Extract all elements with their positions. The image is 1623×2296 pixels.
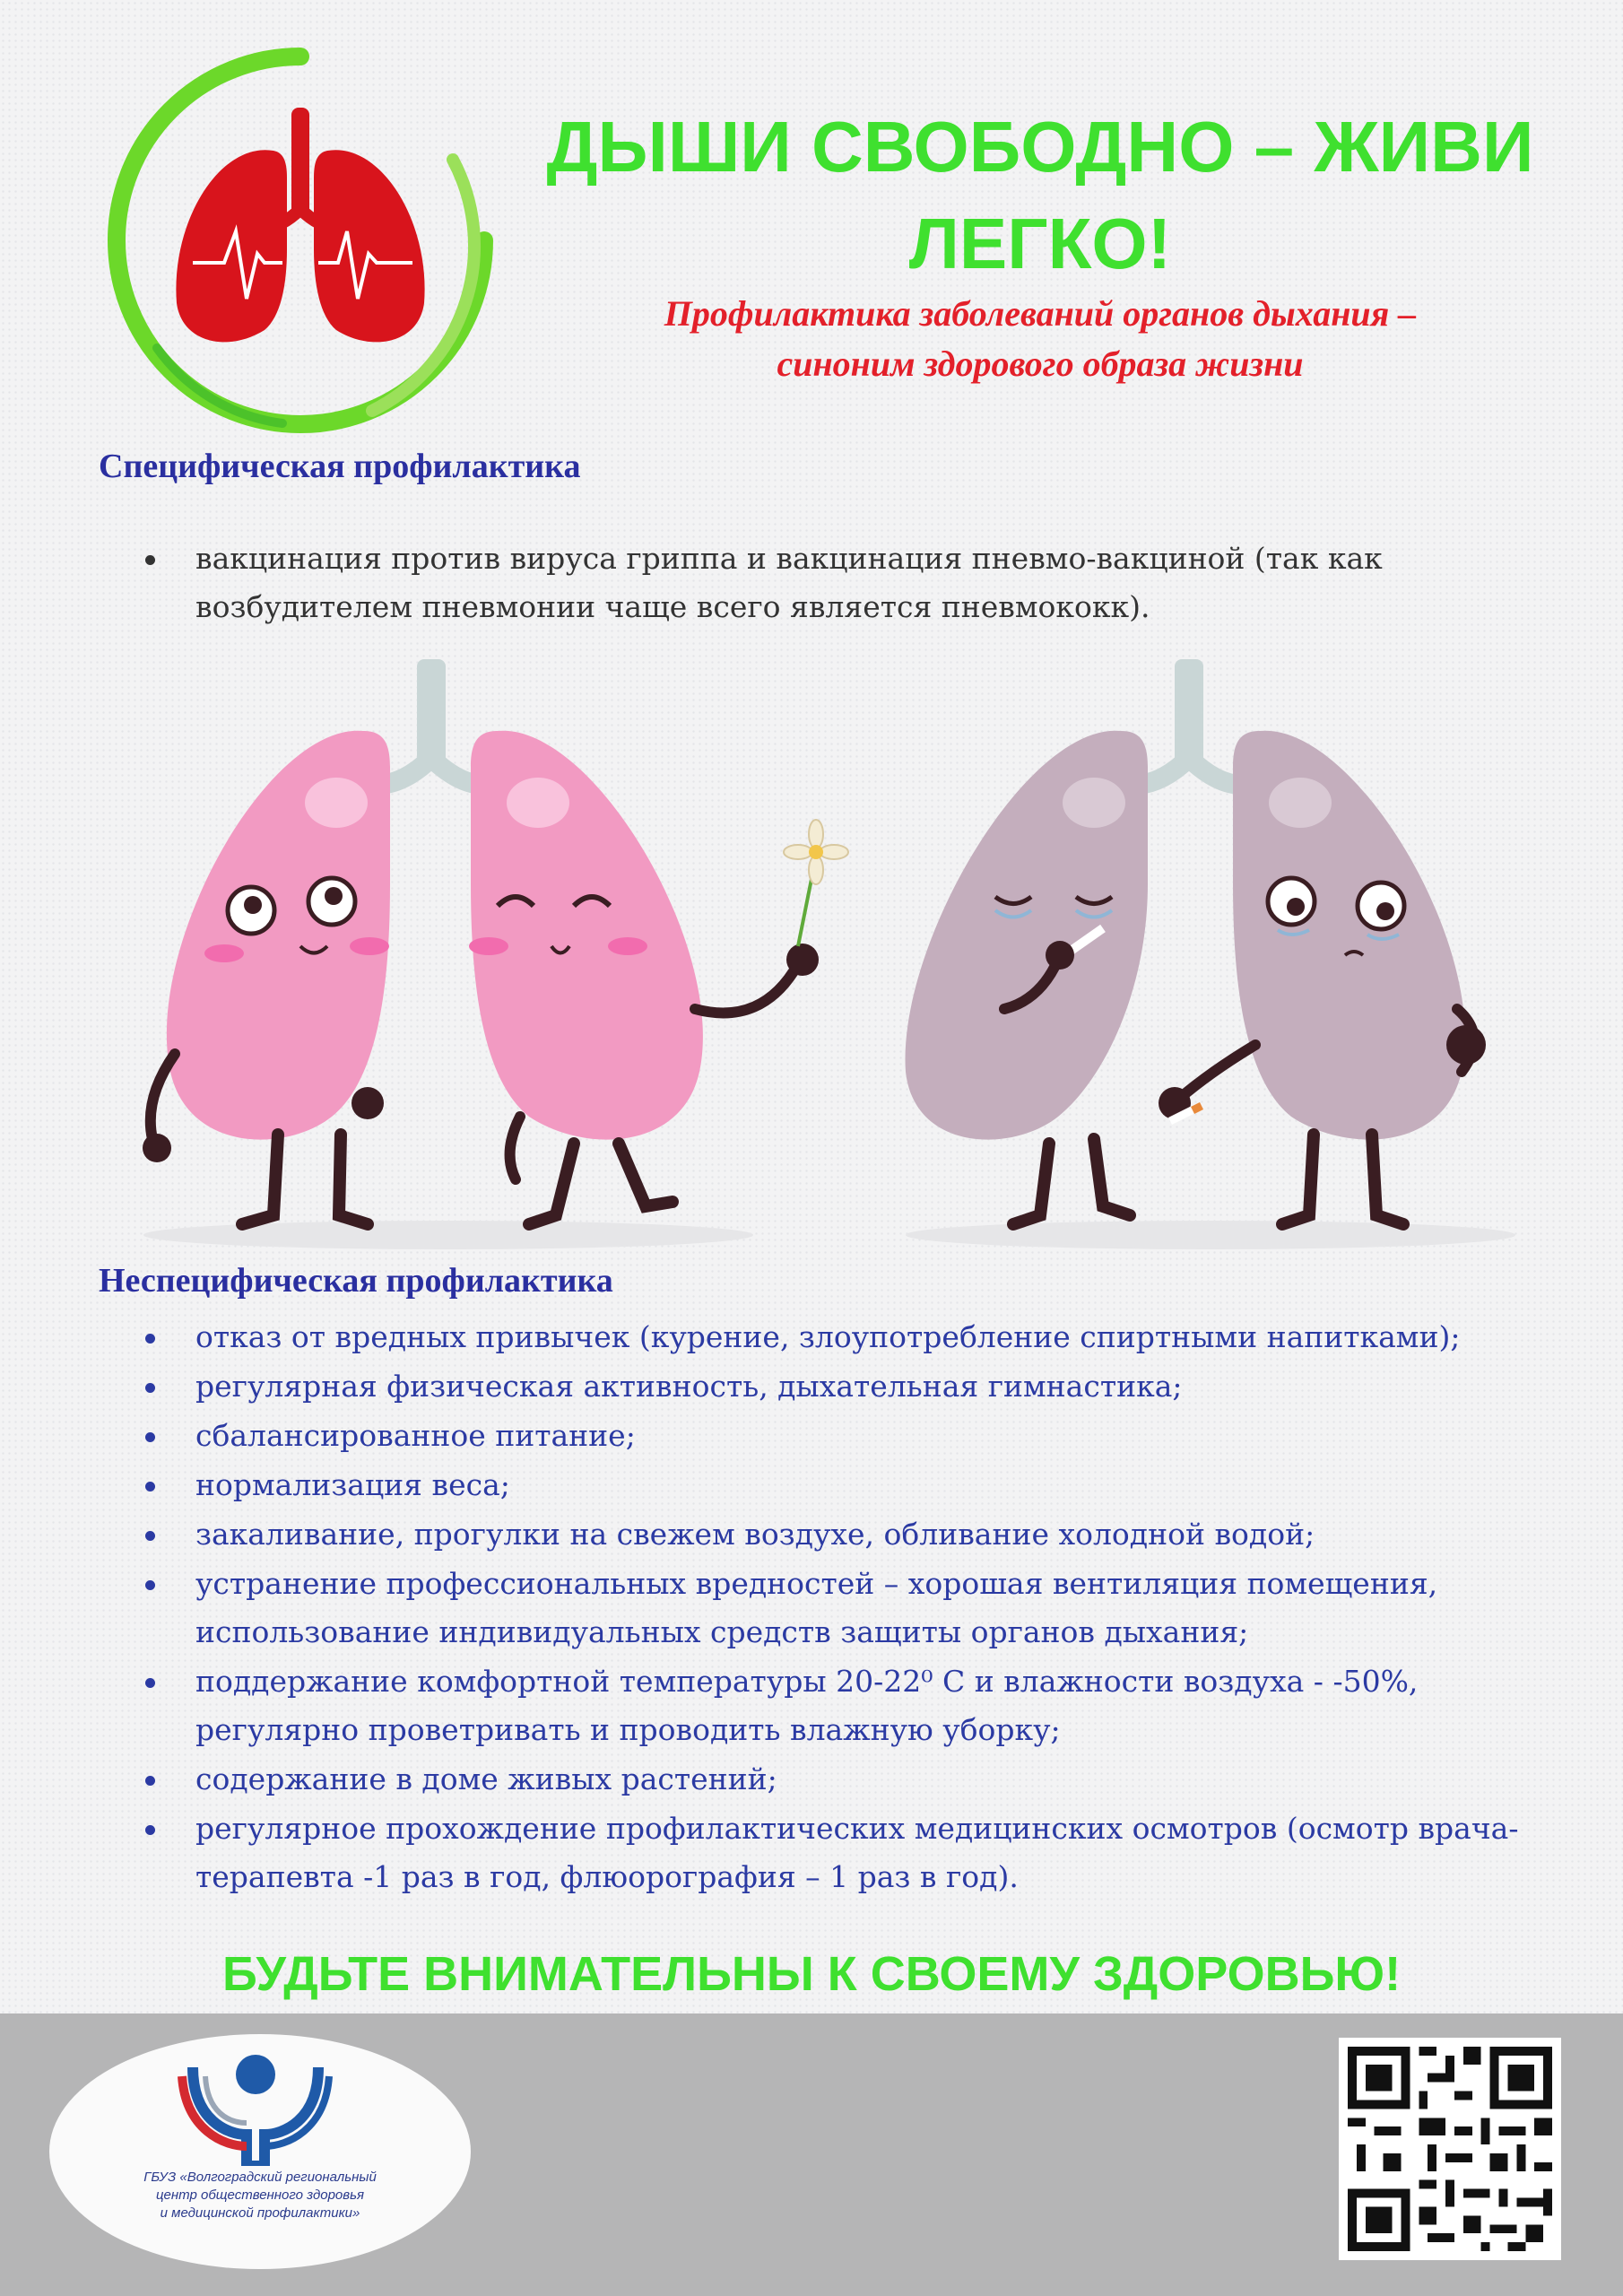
list-item: вакцинация против вируса гриппа и вакцинация пневмо-вакциной (так как возбудителем пневмонии чаще всего является пневмококк). [99,535,1497,631]
subtitle-line-1: Профилактика заболеваний органов дыхания – [664,293,1417,334]
qr-code-icon[interactable] [1339,2038,1561,2260]
nonspecific-prevention-list [99,1313,1551,1902]
list-item: регулярное прохождение профилактических медицинских осмотров (осмотр врача-терапевта -1 раз в год, флюорография – 1 раз в год). [99,1805,1551,1901]
organization-emblem-icon [175,2049,336,2166]
healthy-lungs-illustration [143,659,848,1249]
list-item: регулярная физическая активность, дыхательная гимнастика; [99,1362,1551,1411]
organization-name [108,2169,412,2222]
title-line-2: ЛЕГКО! [908,204,1172,283]
list-item: закаливание, прогулки на свежем воздухе, обливание холодной водой; [99,1510,1551,1559]
title-line-1: ДЫШИ СВОБОДНО – ЖИВИ [546,107,1534,187]
nonspecific-prevention-heading: Неспецифическая профилактика [99,1262,613,1300]
health-callout: БУДЬТЕ ВНИМАТЕЛЬНЫ К СВОЕМУ ЗДОРОВЬЮ! [221,1947,1402,2001]
org-name-line-3: и медицинской профилактики» [160,2205,360,2221]
specific-prevention-list [99,535,1497,631]
specific-prevention-heading: Специфическая профилактика [99,448,581,485]
org-name-line-2: центр общественного здоровья [155,2187,364,2203]
lungs-heartbeat-icon [103,43,498,438]
list-item: устранение профессиональных вредностей – хорошая вентиляция помещения, использование индивидуальных средств защиты органов дыхания; [99,1560,1551,1657]
list-item: нормализация веса; [99,1461,1551,1509]
list-item: отказ от вредных привычек (курение, злоупотребление спиртными напитками); [99,1313,1551,1361]
list-item: содержание в доме живых растений; [99,1755,1551,1804]
smoker-lungs-illustration [906,659,1515,1249]
subtitle [502,289,1578,389]
org-name-line-1: ГБУЗ «Волгоградский региональный [143,2170,377,2185]
list-item: поддержание комфортной температуры 20-22⁰ С и влажности воздуха - -50%, регулярно проветривать и проводить влажную уборку; [99,1657,1551,1754]
list-item: сбалансированное питание; [99,1412,1551,1460]
lungs-illustration [108,650,1560,1260]
page-title [502,99,1578,292]
subtitle-line-2: синоним здорового образа жизни [777,344,1304,384]
